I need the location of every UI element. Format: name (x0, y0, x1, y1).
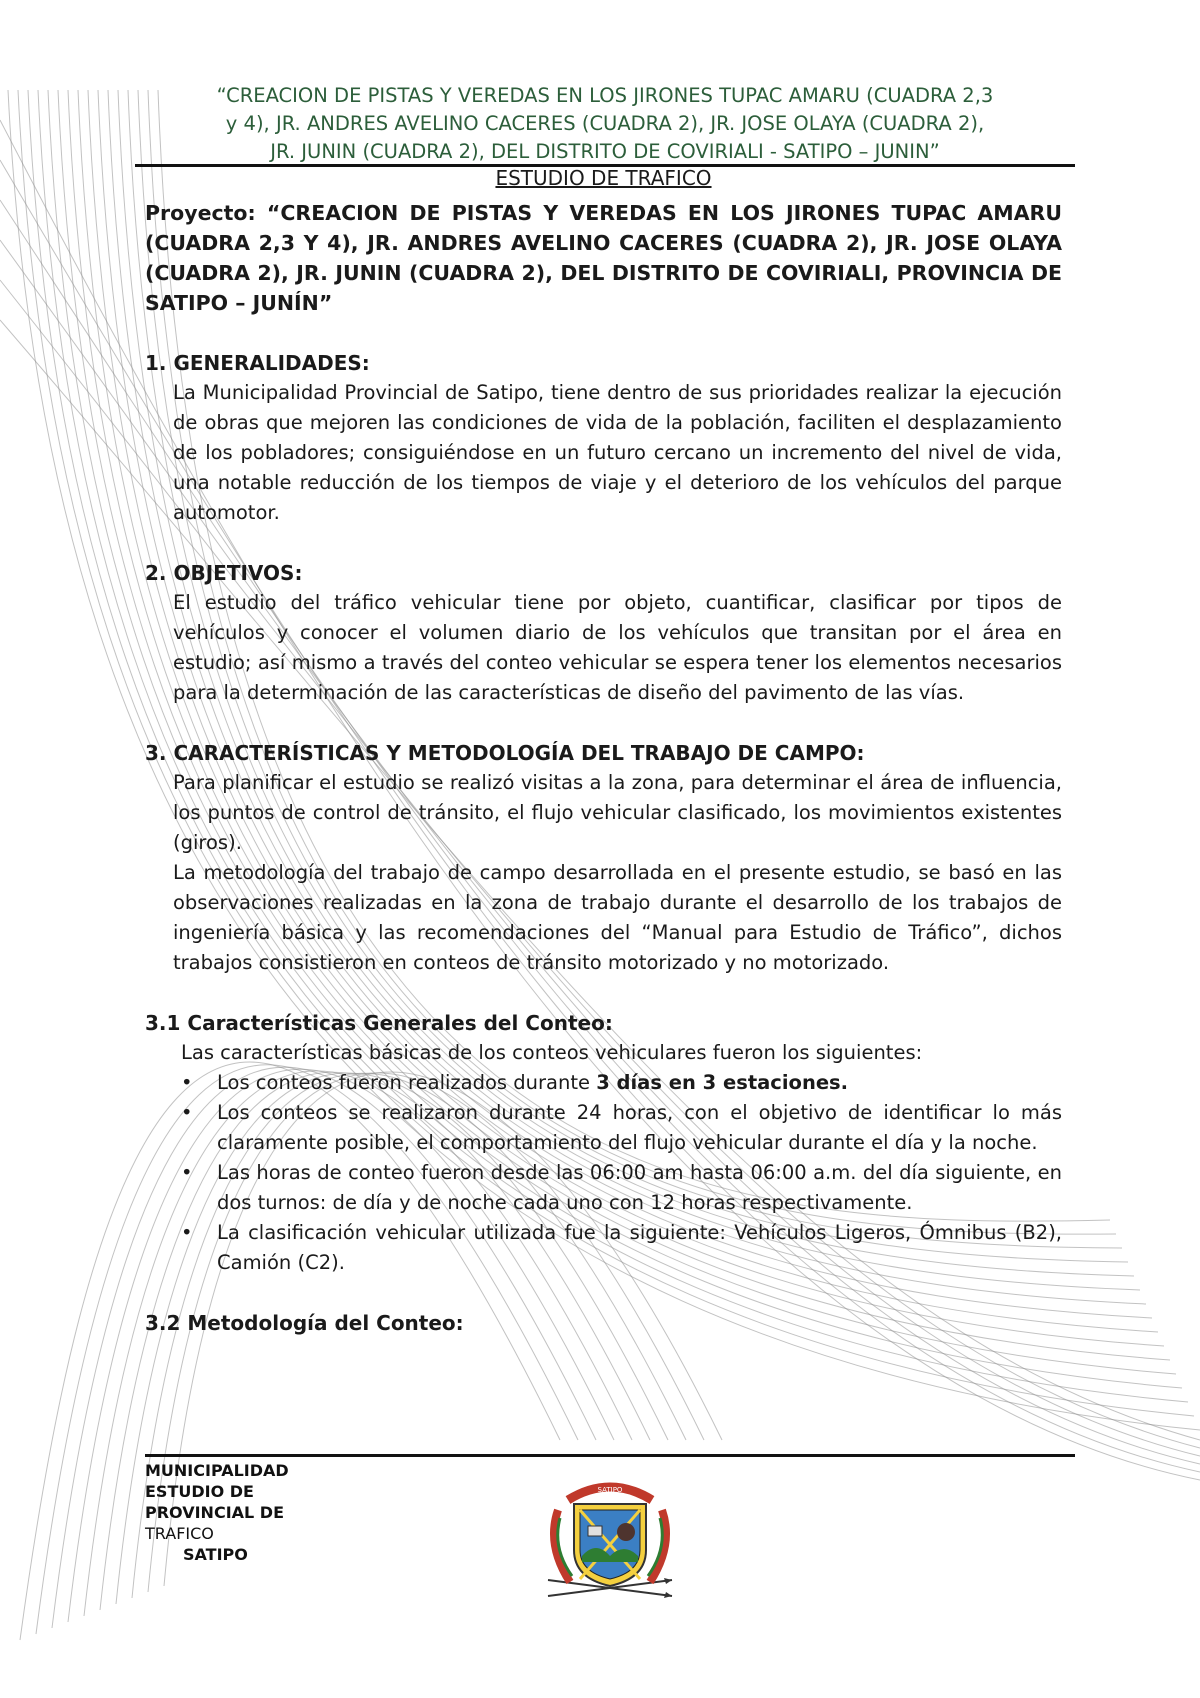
list-item (181, 1218, 1062, 1278)
footer-line-5: SATIPO (183, 1545, 248, 1564)
footer-line-1: MUNICIPALIDAD (145, 1461, 289, 1480)
subsection-intro-3-1: Las características básicas de los conteos vehiculares fueron los siguientes: (181, 1041, 923, 1064)
section-text-generalidades: La Municipalidad Provincial de Satipo, tiene dentro de sus prioridades realizar la ejecución de obras que mejoren las condiciones de vida de la población, faciliten el desplazamiento de los pobladores; consiguiéndose en un futuro cercano un incremento del nivel de vida, una notable reducción de los tiempos de viaje y el deterioro de los vehículos del parque automotor. (173, 381, 1062, 524)
bullet-text: Los conteos fueron realizados durante (217, 1071, 597, 1094)
project-statement: Proyecto: “CREACION DE PISTAS Y VEREDAS EN LOS JIRONES TUPAC AMARU (CUADRA 2,3 Y 4), JR. ANDRES AVELINO CACERES (CUADRA 2), JR. JOSE OLAYA (CUADRA 2), JR. JUNIN (CUADRA 2), DEL DISTRITO DE COVIRIALI, PROVINCIA DE SATIPO – JUNÍN” (145, 201, 1062, 315)
header-line-2: y 4), JR. ANDRES AVELINO CACERES (CUADRA 2), JR. JOSE OLAYA (CUADRA 2), (225, 112, 985, 135)
list-item (181, 1158, 1062, 1218)
footer-text (145, 1460, 289, 1565)
seal-label: SATIPO (597, 1486, 623, 1494)
bullet-list (145, 1068, 1062, 1278)
header-line-3: JR. JUNIN (CUADRA 2), DEL DISTRITO DE COVIRIALI - SATIPO – JUNIN” (270, 140, 940, 163)
section-text-caracteristicas-2: La metodología del trabajo de campo desarrollada en el presente estudio, se basó en las observaciones realizadas en la zona de trabajo durante el desarrollo de los trabajos de ingeniería básica y las recomendaciones del “Manual para Estudio de Tráfico”, dichos trabajos consistieron en conteos de tránsito motorizado y no motorizado. (173, 861, 1062, 974)
section-heading-caracteristicas: 3. CARACTERÍSTICAS Y METODOLOGÍA DEL TRABAJO DE CAMPO: (145, 741, 865, 765)
bullet-icon: • (181, 1161, 193, 1184)
list-item (181, 1098, 1062, 1158)
subsection-heading-3-2: 3.2 Metodología del Conteo: (145, 1311, 464, 1335)
bullet-text: La clasificación vehicular utilizada fue la siguiente: Vehículos Ligeros, Ómnibus (B2), Camión (C2). (217, 1221, 1062, 1274)
bullet-icon: • (181, 1071, 193, 1094)
bullet-text: Los conteos se realizaron durante 24 horas, con el objetivo de identificar lo más claramente posible, el comportamiento del flujo vehicular durante el día y la noche. (217, 1101, 1062, 1154)
footer-line-2: ESTUDIO DE (145, 1482, 254, 1501)
bullet-icon: • (181, 1221, 193, 1244)
page-header (135, 82, 1075, 166)
footer-line-4: TRAFICO (145, 1524, 214, 1543)
municipal-seal-icon (540, 1470, 680, 1610)
section-text-objetivos: El estudio del tráfico vehicular tiene por objeto, cuantificar, clasificar por tipos de vehículos y conocer el volumen diario de los vehículos que transitan por el área en estudio; así mismo a través del conteo vehicular se espera tener los elementos necesarios para la determinación de las características de diseño del pavimento de las vías. (173, 591, 1062, 704)
section-text-caracteristicas-1: Para planificar el estudio se realizó visitas a la zona, para determinar el área de influencia, los puntos de control de tránsito, el flujo vehicular clasificado, los movimientos existentes (giros). (173, 771, 1062, 854)
section-heading-generalidades: 1. GENERALIDADES: (145, 351, 370, 375)
footer-divider (145, 1454, 1075, 1457)
footer-line-3: PROVINCIAL DE (145, 1503, 284, 1522)
header-line-1: “CREACION DE PISTAS Y VEREDAS EN LOS JIRONES TUPAC AMARU (CUADRA 2,3 (216, 84, 994, 107)
document-title: ESTUDIO DE TRAFICO (495, 166, 712, 190)
section-heading-objetivos: 2. OBJETIVOS: (145, 561, 303, 585)
bullet-text: Las horas de conteo fueron desde las 06:00 am hasta 06:00 a.m. del día siguiente, en dos turnos: de día y de noche cada uno con 12 horas respectivamente. (217, 1161, 1062, 1214)
bullet-bold-text: 3 días en 3 estaciones. (596, 1071, 849, 1094)
document-body (145, 166, 1062, 1338)
bullet-icon: • (181, 1101, 193, 1124)
subsection-heading-3-1: 3.1 Características Generales del Conteo: (145, 1011, 613, 1035)
list-item (181, 1068, 1062, 1098)
